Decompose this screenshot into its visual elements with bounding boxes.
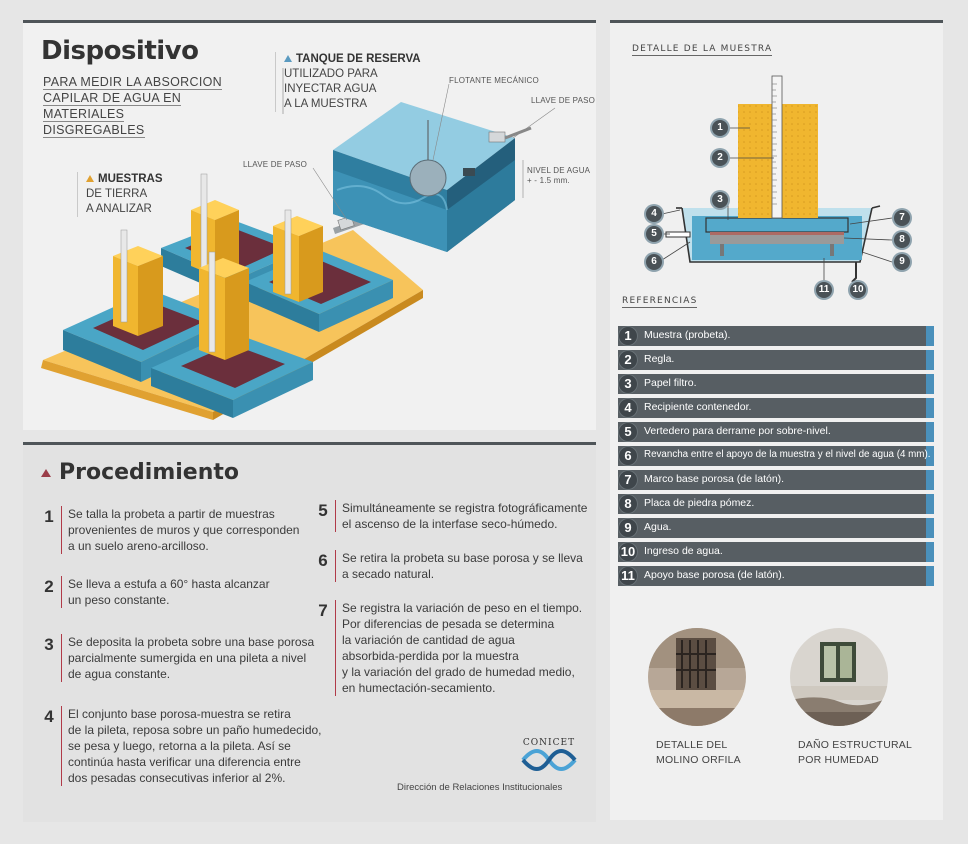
- conicet-logo-text: CONICET: [522, 738, 576, 748]
- ref-row-1: [618, 326, 934, 346]
- badge-11: 11: [816, 282, 832, 298]
- ref-number: 6: [618, 446, 638, 466]
- step-line: absorbida-perdida por la muestra: [342, 649, 519, 663]
- step-line: provenientes de muros y que corresponden: [68, 523, 300, 537]
- badge-4: 4: [646, 206, 662, 222]
- tanque-line: INYECTAR AGUA: [284, 83, 377, 95]
- dispositivo-subtitle: [43, 74, 223, 138]
- step-number: 4: [44, 707, 54, 726]
- ref-text: Regla.: [644, 353, 675, 365]
- ref-text: Muestra (probeta).: [644, 329, 731, 341]
- ref-row-7: [618, 470, 934, 490]
- llave-tubo-label: LLAVE DE PASO: [243, 160, 308, 169]
- dispositivo-title: Dispositivo: [41, 36, 199, 66]
- ref-number: 2: [618, 350, 638, 370]
- ref-text: Recipiente contenedor.: [644, 401, 752, 413]
- step-line: a un suelo areno-arcilloso.: [68, 539, 209, 553]
- ref-row-5: [618, 422, 934, 442]
- step-number: 5: [318, 501, 328, 520]
- triangle-icon: [41, 469, 51, 477]
- step-line: dos pesadas consecutivas inferior al 2%.: [68, 771, 286, 785]
- detalle-title: DETALLE DE LA MUESTRA: [632, 44, 773, 54]
- sample-4: [273, 210, 323, 302]
- ref-text: Marco base porosa (de latón).: [644, 473, 785, 485]
- triangle-icon: [284, 55, 292, 62]
- badge-7: 7: [894, 210, 910, 226]
- badge-10: 10: [850, 282, 866, 298]
- referencias-title: REFERENCIAS: [622, 296, 698, 306]
- sample-3: [199, 252, 249, 360]
- step-6: [315, 550, 583, 582]
- caption-line: DAÑO ESTRUCTURAL: [798, 739, 913, 751]
- step-text: [335, 550, 583, 582]
- step-text: [61, 634, 314, 682]
- ref-number: 7: [618, 470, 638, 490]
- ref-text: Ingreso de agua.: [644, 545, 723, 557]
- step-text: [335, 600, 582, 696]
- direccion-text: Dirección de Relaciones Institucionales: [397, 782, 563, 793]
- ref-row-9: [618, 518, 934, 538]
- reservoir-tank: [333, 102, 531, 252]
- badge-8: 8: [894, 232, 910, 248]
- caption-dano: [798, 738, 912, 768]
- ref-text: Vertedero para derrame por sobre-nivel.: [644, 425, 831, 437]
- step-number: 7: [318, 601, 328, 620]
- ref-row-4: [618, 398, 934, 418]
- step-line: a secado natural.: [342, 567, 435, 581]
- ref-number: 1: [618, 326, 638, 346]
- photo-molino: [648, 628, 746, 726]
- step-line: Se deposita la probeta sobre una base porosa: [68, 635, 315, 649]
- ref-row-3: [618, 374, 934, 394]
- step-line: la variación de cantidad de agua: [342, 633, 515, 647]
- step-text: [335, 500, 587, 532]
- step-line: Por diferencias de pesada se determina: [342, 617, 555, 631]
- ref-row-11: [618, 566, 934, 586]
- ref-number: 5: [618, 422, 638, 442]
- step-line: y la variación del grado de humedad medio,: [342, 665, 575, 679]
- ref-row-2: [618, 350, 934, 370]
- badge-9: 9: [894, 254, 910, 270]
- step-1: [41, 506, 299, 554]
- ref-text: Apoyo base porosa (de latón).: [644, 569, 785, 581]
- caption-line: DETALLE DEL: [656, 739, 728, 751]
- subtitle-line: MATERIALES DISGREGABLES: [43, 107, 145, 137]
- tanque-line: A LA MUESTRA: [284, 98, 368, 110]
- muestras-line: A ANALIZAR: [86, 203, 152, 215]
- step-line: Se retira la probeta su base porosa y se lleva: [342, 551, 583, 565]
- ref-text: Papel filtro.: [644, 377, 697, 389]
- step-line: de la pileta, reposa sobre un paño humedecido,: [68, 723, 322, 737]
- step-line: continúa hasta verificar una diferencia entre: [68, 755, 301, 769]
- step-number: 2: [44, 577, 54, 596]
- procedimiento-panel: [23, 442, 596, 822]
- muestras-callout: [77, 172, 163, 217]
- panel-top-bar: [23, 442, 596, 445]
- ref-number: 9: [618, 518, 638, 538]
- nivel-line-2: + - 1.5 mm.: [527, 176, 570, 185]
- overflow-spout: [666, 232, 690, 237]
- detalle-panel: [610, 20, 943, 820]
- step-7: [315, 600, 582, 696]
- tanque-head: TANQUE DE RESERVA: [296, 53, 421, 65]
- photo-dano: [790, 628, 888, 726]
- llave-tanque-label: LLAVE DE PASO: [531, 96, 596, 105]
- nivel-label: [527, 166, 590, 186]
- step-line: Simultáneamente se registra fotográficamente: [342, 501, 588, 515]
- step-line: Se registra la variación de peso en el tiempo.: [342, 601, 583, 615]
- ref-number: 3: [618, 374, 638, 394]
- step-line: de agua constante.: [68, 667, 171, 681]
- step-line: Se lleva a estufa a 60° hasta alcanzar: [68, 577, 270, 591]
- step-3: [41, 634, 314, 682]
- badge-1: 1: [712, 120, 728, 136]
- sample-1: [113, 230, 163, 336]
- mechanical-float: [410, 160, 446, 196]
- ruler: [772, 76, 782, 218]
- ref-number: 10: [618, 542, 638, 562]
- subtitle-line: CAPILAR DE AGUA EN: [43, 91, 182, 105]
- badge-2: 2: [712, 150, 728, 166]
- triangle-icon: [86, 175, 94, 182]
- caption-molino: [656, 738, 741, 768]
- step-line: en humectación-secamiento.: [342, 681, 496, 695]
- ref-text: Agua.: [644, 521, 672, 533]
- step-line: el ascenso de la interfase seco-húmedo.: [342, 517, 558, 531]
- conicet-logo: [519, 738, 579, 775]
- step-number: 3: [44, 635, 54, 654]
- step-line: un peso constante.: [68, 593, 170, 607]
- step-text: [61, 706, 322, 786]
- tank-valve: [489, 132, 505, 142]
- step-number: 1: [44, 507, 54, 526]
- step-line: El conjunto base porosa-muestra se retira: [68, 707, 291, 721]
- nivel-line-1: NIVEL DE AGUA: [527, 166, 591, 175]
- step-text: [61, 506, 299, 554]
- step-line: Se talla la probeta a partir de muestras: [68, 507, 275, 521]
- badge-3: 3: [712, 192, 728, 208]
- step-line: parcialmente sumergida en una pileta a nivel: [68, 651, 307, 665]
- dispositivo-panel: [23, 20, 596, 430]
- step-5: [315, 500, 587, 532]
- ref-row-10: [618, 542, 934, 562]
- molino-photo-image: [648, 628, 746, 726]
- muestras-line: DE TIERRA: [86, 188, 148, 200]
- support-right: [830, 244, 834, 256]
- ref-text: Placa de piedra pómez.: [644, 497, 755, 509]
- sample-detail-diagram: [610, 20, 943, 320]
- step-4: [41, 706, 322, 786]
- flotante-label: FLOTANTE MECÁNICO: [449, 76, 539, 85]
- ref-text: Revancha entre el apoyo de la muestra y el nivel de agua (4 mm).: [644, 449, 931, 460]
- conicet-logo-icon: [519, 748, 579, 772]
- badge-5: 5: [646, 226, 662, 242]
- caption-line: POR HUMEDAD: [798, 754, 879, 766]
- ref-number: 11: [618, 566, 638, 586]
- tanque-callout: [275, 52, 421, 112]
- procedimiento-title: [41, 460, 239, 485]
- dano-photo-image: [790, 628, 888, 726]
- muestras-head: MUESTRAS: [98, 173, 163, 185]
- ref-number: 8: [618, 494, 638, 514]
- tanque-line: UTILIZADO PARA: [284, 68, 378, 80]
- step-line: se pesa y luego, retorna a la pileta. Así se: [68, 739, 291, 753]
- ref-number: 4: [618, 398, 638, 418]
- badge-6: 6: [646, 254, 662, 270]
- step-text: [61, 576, 270, 608]
- support-left: [720, 244, 724, 256]
- water-inlet: [852, 262, 856, 282]
- step-number: 6: [318, 551, 328, 570]
- ref-row-8: [618, 494, 934, 514]
- caption-line: MOLINO ORFILA: [656, 754, 741, 766]
- step-2: [41, 576, 270, 608]
- procedimiento-title-text: Procedimiento: [59, 460, 240, 485]
- subtitle-line: PARA MEDIR LA ABSORCION: [43, 75, 222, 89]
- ref-row-6: [618, 446, 934, 466]
